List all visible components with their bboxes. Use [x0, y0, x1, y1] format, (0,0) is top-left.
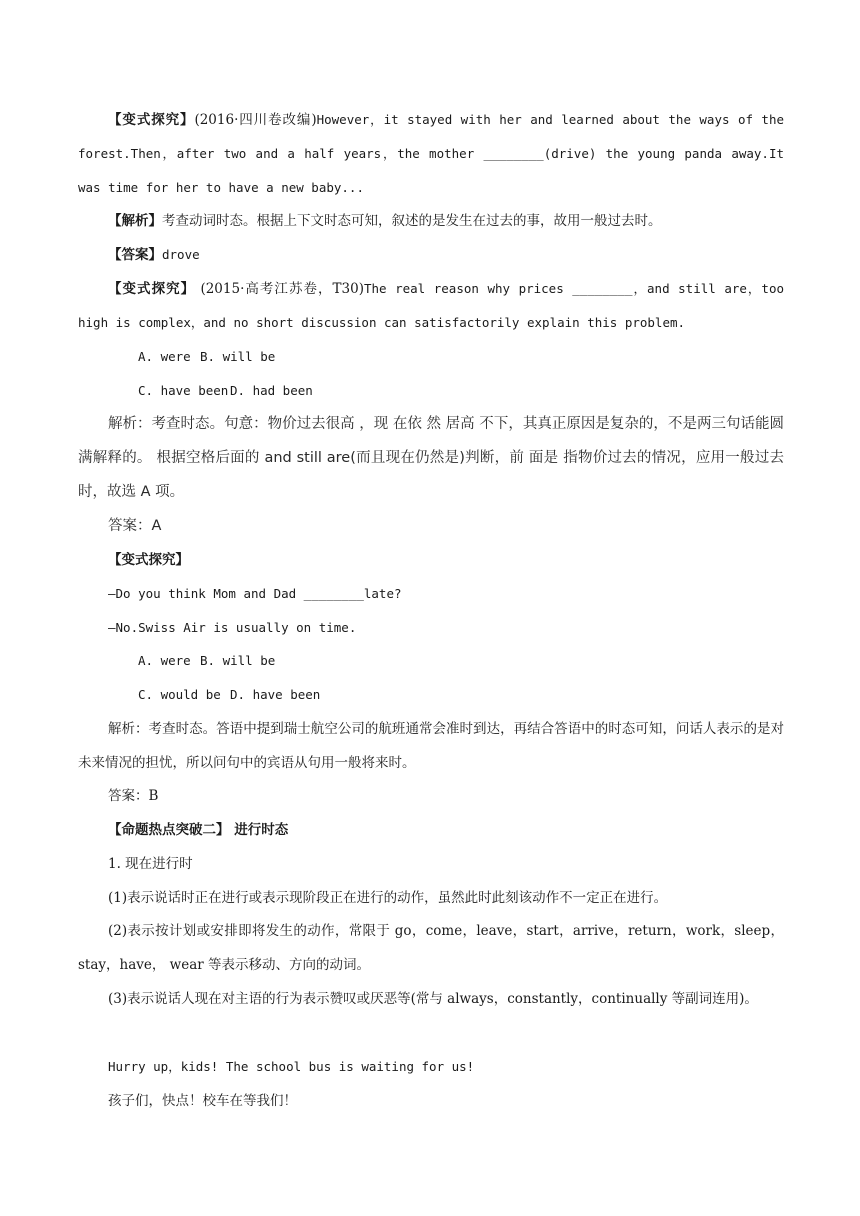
rule-2 — [78, 914, 784, 982]
example-english — [78, 1050, 784, 1084]
analysis-text: 考查动词时态。根据上下文时态可知，叙述的是发生在过去的事，故用一般过去时。 — [162, 213, 662, 229]
rule-1 — [78, 881, 784, 915]
options-row-3 — [78, 644, 784, 678]
section-tag: 【变式探究】 — [108, 281, 196, 297]
option-c: C. have been — [138, 383, 229, 398]
analysis-text: 解析：考查时态。答语中提到瑞士航空公司的航班通常会准时到达，再结合答语中的时态可知，问话人表示的是对未来情况的担忧，所以问句中的宾语从句用一般将来时。 — [78, 721, 784, 771]
options-row-1 — [78, 340, 784, 374]
section-tag: 【变式探究】 — [108, 552, 189, 568]
section-heading — [78, 813, 784, 847]
answer-text: 答案：A — [108, 518, 162, 534]
option-d: D. had been — [230, 383, 313, 398]
section-tag: 【变式探究】 — [108, 112, 195, 128]
option-a: A. were — [138, 349, 191, 364]
rule-3 — [78, 982, 784, 1016]
answer-2 — [78, 509, 784, 543]
source-note: (2016·四川卷改编) — [194, 112, 317, 128]
option-c: C. would be — [138, 687, 221, 702]
variant-exercise-1 — [78, 103, 784, 205]
rule-text: (1)表示说话时正在进行或表示现阶段正在进行的动作，虽然此时此刻该动作不一定正在进行。 — [108, 890, 668, 906]
analysis-3 — [78, 712, 784, 780]
option-d: D. have been — [230, 687, 321, 702]
dialog-question: —Do you think Mom and Dad ________late? — [108, 586, 402, 601]
answer-text: 答案：B — [108, 788, 159, 804]
example-en-text: Hurry up，kids! The school bus is waiting for us! — [108, 1059, 475, 1074]
options-row-4 — [78, 678, 784, 712]
rule-text: (2)表示按计划或安排即将发生的动作，常限于 go，come，leave，start，arrive，return，work，sleep，stay，have， wear 等表示移动、方向的动词。 — [78, 923, 784, 973]
analysis-2 — [78, 407, 784, 509]
example-chinese — [78, 1084, 784, 1118]
source-note: (2015·高考江苏卷，T30) — [195, 281, 364, 297]
variant-exercise-2 — [78, 272, 784, 340]
analysis-tag: 【解析】 — [108, 213, 162, 229]
subsection-text: 1. 现在进行时 — [108, 856, 193, 872]
example-zh-text: 孩子们，快点！校车在等我们！ — [108, 1093, 297, 1109]
answer-text: drove — [162, 247, 200, 262]
variant-exercise-3 — [78, 543, 784, 577]
section-heading-tag: 【命题热点突破二】 — [108, 822, 230, 838]
section-heading-title: 进行时态 — [229, 822, 289, 838]
option-b: B. will be — [200, 653, 276, 668]
subsection-title — [78, 847, 784, 881]
dialog-reply: —No.Swiss Air is usually on time. — [108, 620, 357, 635]
answer-3 — [78, 779, 784, 813]
options-row-2 — [78, 374, 784, 408]
rule-text: (3)表示说话人现在对主语的行为表示赞叹或厌恶等(常与 always，constantly，continually 等副词连用)。 — [108, 991, 758, 1007]
option-b: B. will be — [200, 349, 276, 364]
answer-tag: 【答案】 — [108, 247, 162, 263]
question-text: The real reason why prices ________，and still are，too high is complex，and no short discussion can satisfactorily explain this problem. — [78, 281, 785, 330]
question-text: However，it stayed with her and learned about the ways of the forest.Then，after two and a half years，the mother ________(drive) the young panda away.It was time for her to have a new baby... — [78, 112, 785, 195]
option-a: A. were — [138, 653, 191, 668]
answer-1 — [78, 238, 784, 272]
dialog-line-1 — [78, 577, 784, 611]
analysis-text: 解析：考查时态。句意：物价过去很高 ，现 在依 然 居高 不下，其真正原因是复杂的，不是两三句话能圆满解释的。 根据空格后面的 and still are(而且现在仍然是)判断，前 面是 指物价过去的情况，应用一般过去时，故选 A 项。 — [78, 416, 784, 500]
dialog-line-2 — [78, 611, 784, 645]
analysis-1 — [78, 204, 784, 238]
